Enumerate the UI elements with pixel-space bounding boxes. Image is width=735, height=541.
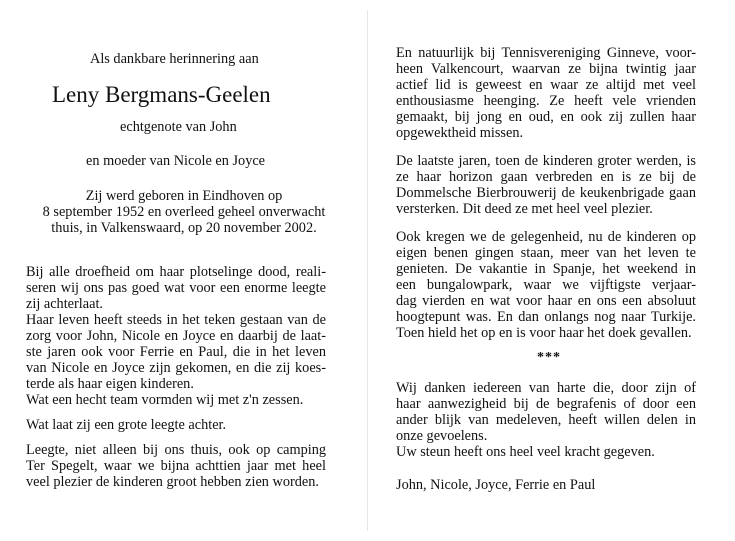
separator-asterisks: ***	[537, 350, 561, 365]
text-line: Ook kregen we de gelegenheid, nu de kinderen op	[396, 229, 696, 245]
text-line: gemaakt, bij jong en oud, en ook zij zullen haar	[396, 109, 696, 125]
paragraph-life	[26, 312, 326, 392]
text-line: Ter Spegelt, waar we bijna achttien jaar met heel	[26, 458, 326, 474]
intro-text: Als dankbare herinnering aan	[90, 51, 259, 67]
text-line: enthousiasme heenging. Ze heeft vele vrienden	[396, 93, 696, 109]
text-line: heen Valkencourt, waarvan ze bijna twintig jaar	[396, 61, 696, 77]
text-line: eigen benen gingen staan, meer van het leven te	[396, 245, 696, 261]
paragraph-thanks	[396, 380, 696, 444]
text-line: onze gevoelens.	[396, 428, 488, 444]
text-line: veel plezier de kinderen groot hebben zien worden.	[26, 474, 319, 490]
paragraph-grief	[26, 264, 326, 312]
text-line: van Nicole en Joyce zijn gekomen, en die zij koes-	[26, 360, 326, 376]
text-line: zij achterlaat.	[26, 296, 103, 312]
text-line: Toen hield het op en is voor haar het doek gevallen.	[396, 325, 692, 341]
spouse-line: echtgenote van John	[120, 119, 237, 135]
paragraph-brewery	[396, 153, 696, 217]
paragraph-tennis	[396, 45, 696, 141]
mother-line: en moeder van Nicole en Joyce	[86, 153, 266, 169]
text-line: ste jaren ook voor Ferrie en Paul, die in het leven	[26, 344, 326, 360]
text-line: dag vierden en wat voor haar en ons een absoluut	[396, 293, 696, 309]
text-line: versterken. Dit deed ze met heel veel plezier.	[396, 201, 653, 217]
text-line: De laatste jaren, toen de kinderen groter werden, is	[396, 153, 696, 169]
text-line: opgewektheid missen.	[396, 125, 524, 141]
birth-line: 8 september 1952 en overleed geheel onverwacht	[42, 204, 326, 220]
paragraph-team: Wat een hecht team vormden wij met z'n zessen.	[26, 392, 304, 408]
text-line: actief lid is geweest en waar ze altijd met veel	[396, 77, 696, 93]
center-fold-line	[367, 10, 368, 531]
text-line: hoogtepunt was. En dan onlangs nog naar Turkije.	[396, 309, 696, 325]
paragraph-emptiness: Wat laat zij een grote leegte achter.	[26, 417, 227, 433]
text-line: terde als haar eigen kinderen.	[26, 376, 194, 392]
paragraph-support: Uw steun heeft ons heel veel kracht gegeven.	[396, 444, 655, 460]
text-line: En natuurlijk bij Tennisvereniging Ginneve, voor-	[396, 45, 696, 61]
text-line: ze haar horizon gaan verbreden en is ze bij de	[396, 169, 696, 185]
text-line: Bij alle droefheid om haar plotselinge dood, reali-	[26, 264, 326, 280]
text-line: ander blijk van medeleven, heeft willen delen in	[396, 412, 696, 428]
text-line: Wij danken iedereen van harte die, door zijn of	[396, 380, 696, 396]
text-line: zorg voor John, Nicole en Joyce en daarbij de laat-	[26, 328, 326, 344]
text-line: haar aanwezigheid bij de begrafenis of door een	[396, 396, 696, 412]
family-signature: John, Nicole, Joyce, Ferrie en Paul	[396, 477, 596, 493]
paragraph-camping	[26, 442, 326, 490]
deceased-name: Leny Bergmans-Geelen	[52, 82, 271, 107]
birth-line: thuis, in Valkenswaard, op 20 november 2002.	[51, 220, 317, 236]
text-line: Dommelsche Bierbrouwerij de keukenbrigade gaan	[396, 185, 696, 201]
text-line: genieten. De vakantie in Spanje, het weekend in	[396, 261, 696, 277]
birth-line: Zij werd geboren in Eindhoven op	[85, 188, 283, 204]
birth-death-info	[38, 188, 330, 236]
text-line: seren wij ons pas goed wat voor een enorme leegte	[26, 280, 326, 296]
text-line: Leegte, niet alleen bij ons thuis, ook op camping	[26, 442, 326, 458]
text-line: een bungalowpark, waar we vijftigste verjaar-	[396, 277, 696, 293]
text-line: Haar leven heeft steeds in het teken gestaan van de	[26, 312, 326, 328]
paragraph-holidays	[396, 229, 696, 341]
